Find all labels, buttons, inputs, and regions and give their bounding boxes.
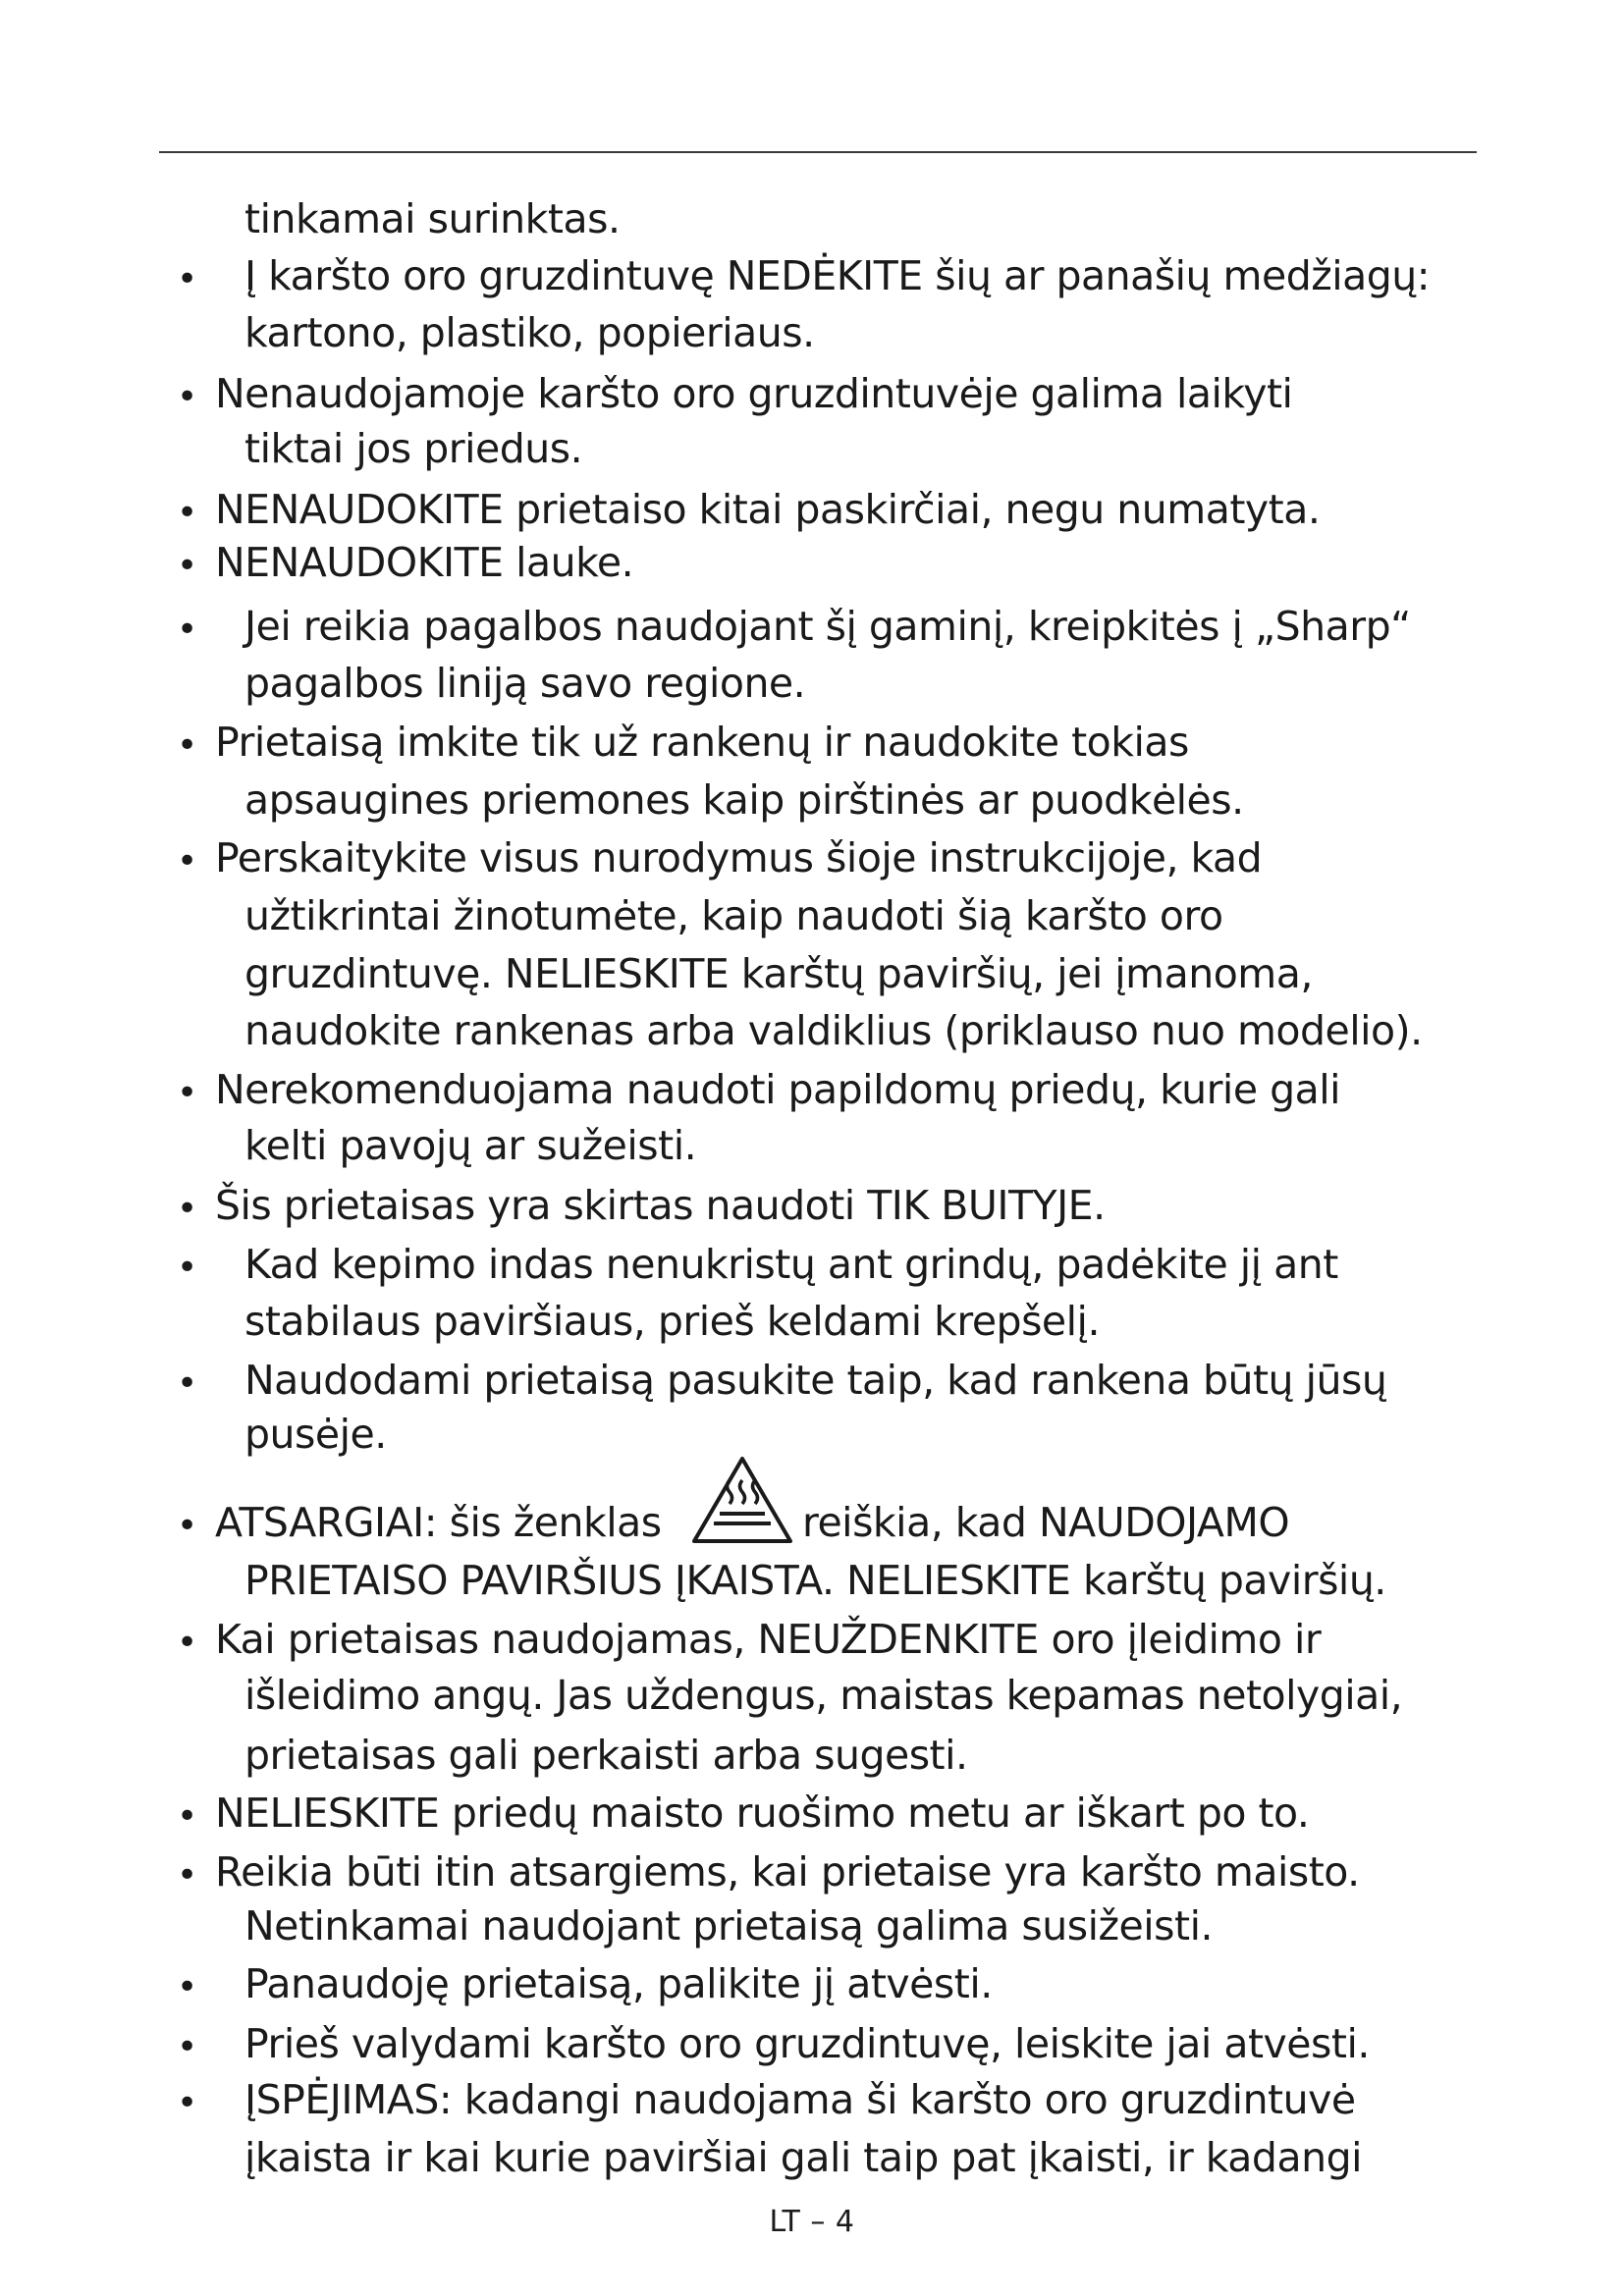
list-item-line: išleidimo angų. Jas uždengus, maistas kepamas netolygiai, [244,1672,1403,1719]
list-item-line: Prietaisą imkite tik už rankenų ir naudokite tokias [215,719,1189,766]
list-item-line: ATSARGIAI: šis ženklas [215,1499,662,1546]
list-item-line: Kai prietaisas naudojamas, NEUŽDENKITE oro įleidimo ir [215,1616,1322,1663]
bullet-marker: • [177,1506,198,1546]
list-item-line: Netinkamai naudojant prietaisą galima susižeisti. [244,1902,1214,1949]
list-item-line: prietaisas gali perkaisti arba sugesti. [244,1732,968,1779]
bullet-marker: • [177,493,198,533]
list-item-line: Šis prietaisas yra skirtas naudoti TIK BUITYJE. [215,1182,1106,1229]
list-item-line: NENAUDOKITE prietaiso kitai paskirčiai, negu numatyta. [215,486,1321,533]
list-item-line: Jei reikia pagalbos naudojant šį gaminį, kreipkitės į „Sharp“ [244,603,1411,650]
list-item-line: kartono, plastiko, popieriaus. [244,309,815,356]
list-item-line: NELIESKITE priedų maisto ruošimo metu ar iškart po to. [215,1789,1310,1837]
bullet-marker: • [177,259,198,299]
list-item-line: užtikrintai žinotumėte, kaip naudoti šią karšto oro [244,892,1223,939]
bullet-marker: • [177,1248,198,1288]
bullet-marker: • [177,2083,198,2123]
list-item-line: ĮSPĖJIMAS: kadangi naudojama ši karšto oro gruzdintuvė [244,2076,1356,2123]
bullet-marker: • [177,546,198,586]
list-item-line: PRIETAISO PAVIRŠIUS ĮKAISTA. NELIESKITE karštų paviršių. [244,1557,1386,1604]
list-item-line: Kad kepimo indas nenukristų ant grindų, padėkite jį ant [244,1241,1338,1288]
list-item-line: stabilaus paviršiaus, prieš keldami krepšelį. [244,1298,1100,1345]
list-item-line: Į karšto oro gruzdintuvę NEDĖKITE šių ar panašių medžiagų: [244,252,1431,299]
bullet-marker: • [177,1967,198,2007]
bullet-marker: • [177,1855,198,1896]
list-item-line: naudokite rankenas arba valdiklius (priklauso nuo modelio). [244,1007,1423,1054]
bullet-marker: • [177,1796,198,1837]
bullet-marker: • [177,725,198,766]
continuation-line: tinkamai surinktas. [244,195,621,242]
bullet-marker: • [177,2027,198,2067]
bullet-marker: • [177,841,198,881]
bullet-marker: • [177,1189,198,1229]
bullet-marker: • [177,1623,198,1663]
bullet-marker: • [177,1073,198,1113]
list-item-line: Prieš valydami karšto oro gruzdintuvę, leiskite jai atvėsti. [244,2020,1370,2067]
list-item-line: gruzdintuvę. NELIESKITE karštų paviršių, jei įmanoma, [244,950,1313,997]
bullet-marker: • [177,610,198,650]
list-item-line: Nerekomenduojama naudoti papildomų priedų, kurie gali [215,1066,1341,1113]
list-item-line: apsaugines priemones kaip pirštinės ar puodkėlės. [244,776,1244,824]
list-item-line: kelti pavojų ar sužeisti. [244,1122,697,1169]
list-item-line: reiškia, kad NAUDOJAMO [802,1499,1290,1546]
bullet-marker: • [177,1363,198,1404]
list-item-line: NENAUDOKITE lauke. [215,539,634,586]
bullet-marker: • [177,377,198,417]
list-item-line: pagalbos liniją savo regione. [244,660,806,707]
list-item-line: Panaudoję prietaisą, palikite jį atvėsti. [244,1960,993,2007]
list-item-line: Naudodami prietaisą pasukite taip, kad rankena būtų jūsų [244,1357,1387,1404]
hot-surface-warning-icon [690,1455,794,1545]
list-item-line: pusėje. [244,1411,387,1458]
list-item-line: Perskaitykite visus nurodymus šioje instrukcijoje, kad [215,834,1263,881]
list-item-line: Nenaudojamoje karšto oro gruzdintuvėje galima laikyti [215,370,1293,417]
list-item-line: tiktai jos priedus. [244,425,583,472]
list-item-line: Reikia būti itin atsargiems, kai prietaise yra karšto maisto. [215,1848,1360,1896]
page-number: LT – 4 [769,2205,855,2239]
list-item-line: įkaista ir kai kurie paviršiai gali taip pat įkaisti, ir kadangi [244,2134,1362,2181]
